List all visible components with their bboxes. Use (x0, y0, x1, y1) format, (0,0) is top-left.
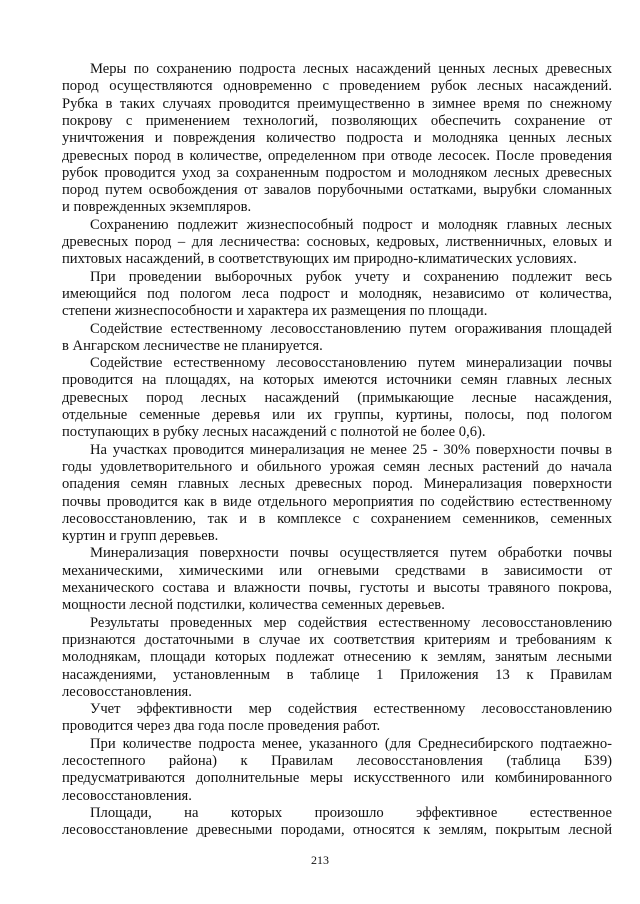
text-line: древесных пород – для лесничества: сосновых, кедровых, лиственничных, еловых и (62, 234, 612, 250)
text-line: и поврежденных экземпляров. (62, 199, 252, 216)
text-line: пород путем освобождения от завалов порубочными остатками, вырубки сломанных (62, 182, 612, 199)
text-line: При проведении выборочных рубок учету и сохранению подлежит весь (90, 268, 612, 285)
text-line: лесовосстановления. (62, 683, 192, 700)
text-line: мощности лесной подстилки, количества семенных деревьев. (62, 597, 445, 614)
text-line: лесостепного района) к Правилам лесовосстановления (таблица Б39) (62, 753, 612, 769)
text-line: Площади, на которых произошло эффективное естественное (90, 804, 612, 821)
text-line: проводится на площадях, на которых имеются источники семян главных лесных (62, 372, 612, 389)
text-line: уничтожения и повреждения количество подроста и молодняка ценных лесных (62, 130, 612, 147)
text-line: годы удовлетворительного и обильного урожая семян лесных растений до начала (62, 458, 612, 475)
text-line: пихтовых насаждений, в соответствующих им природно-климатических условиях. (62, 251, 577, 268)
text-line: Меры по сохранению подроста лесных насаждений ценных лесных древесных (90, 61, 612, 77)
page-number: 213 (311, 853, 329, 867)
text-line: Рубка в таких случаях проводится преимущественно в зимнее время по снежному (62, 95, 612, 112)
text-line: лесовосстановлению, так и в комплексе с сохранением семенников, семенных (62, 510, 612, 527)
text-line: молоднякам, площади которых подлежат отнесению к землям, занятым лесными (62, 649, 612, 666)
text-line: Результаты проведенных мер содействия естественному лесовосстановлению (90, 614, 612, 631)
text-line: степени жизнеспособности и характера их размещения по площади. (62, 303, 488, 320)
text-line: предусматриваются дополнительные меры искусственного или комбинированного (62, 770, 612, 787)
text-line: поступающих в рубку лесных насаждений с полнотой не более 0,6). (62, 424, 486, 441)
text-line: древесных пород лесных насаждений (примыкающие лесные насаждения, (62, 389, 612, 406)
text-line: покрову с применением технологий, позволяющих обеспечить сохранение от (62, 112, 612, 129)
text-line: отдельные семенные деревья или их группы, куртины, полосы, под пологом (62, 407, 612, 423)
text-line: лесовосстановления. (62, 787, 192, 804)
text-line: в Ангарском лесничестве не планируется. (62, 337, 323, 354)
text-line: куртин и групп деревьев. (62, 528, 219, 545)
text-line: насаждениями, установленным в таблице 1 Приложения 13 к Правилам (62, 666, 612, 683)
text-line: На участках проводится минерализация не менее 25 - 30% поверхности почвы в (90, 441, 612, 458)
text-line: почвы проводится как в виде отдельного мероприятия по содействию естественному (62, 493, 612, 510)
text-line: признаются достаточными в случае их соответствия критериям и требованиям к (62, 631, 612, 648)
text-line: Учет эффективности мер содействия естественному лесовосстановлению (90, 701, 612, 718)
text-line: механическими, химическими или огневыми средствами в зависимости от (62, 562, 612, 579)
text-line: древесных пород в количестве, определенном при отводе лесосек. После проведения (62, 147, 612, 164)
text-line: Сохранению подлежит жизнеспособный подрост и молодняк главных лесных (90, 216, 612, 233)
text-line: рубок проводится уход за сохраненным подростом и молодняком лесных древесных (62, 164, 612, 181)
text-line: Содействие естественному лесовосстановлению путем огораживания площадей (90, 320, 612, 337)
text-line: Минерализация поверхности почвы осуществляется путем обработки почвы (90, 545, 612, 562)
text-line: имеющийся под пологом леса подрост и молодняк, независимо от количества, (62, 285, 612, 302)
text-line: При количестве подроста менее, указанного (для Среднесибирского подтаежно- (90, 735, 612, 752)
text-line: пород осуществляются одновременно с проведением рубок лесных насаждений. (62, 78, 612, 95)
text-line: проводится через два года после проведения работ. (62, 718, 381, 735)
text-line: лесовосстановление древесными породами, относятся к землям, покрытым лесной (62, 822, 612, 839)
text-line: Содействие естественному лесовосстановлению путем минерализации почвы (90, 355, 612, 372)
text-line: механического состава и влажности почвы, густоты и высоты травяного покрова, (62, 580, 612, 596)
text-line: опадения семян главных лесных древесных пород. Минерализация поверхности (62, 476, 612, 493)
